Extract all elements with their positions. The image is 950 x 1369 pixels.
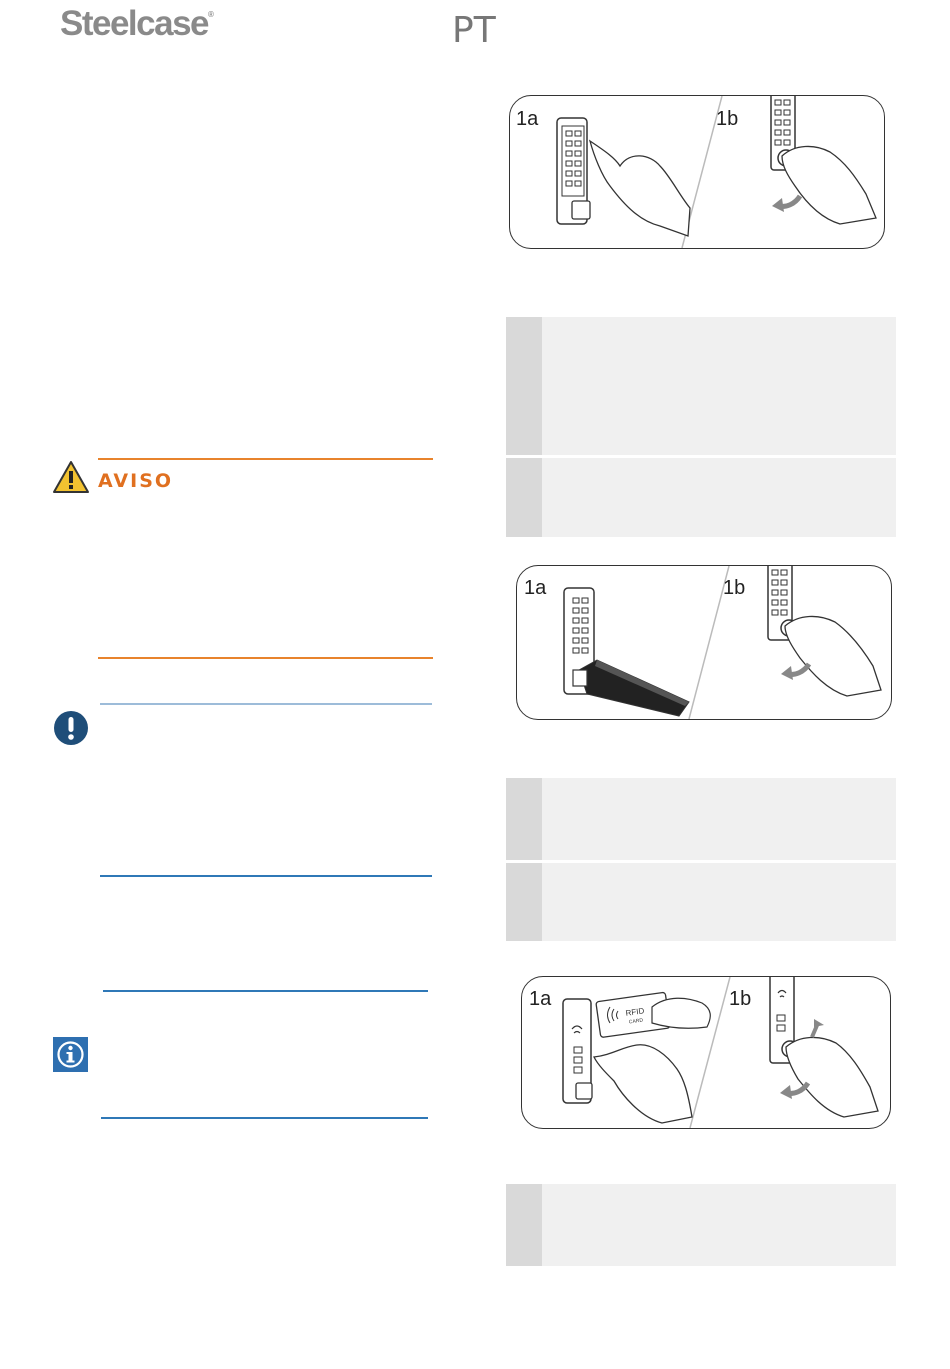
figure-rfid-card	[521, 976, 891, 1129]
figure-usb-key	[516, 565, 892, 720]
brand-name: Steelcase	[60, 4, 209, 43]
figure-1-step-b: 1b	[716, 108, 739, 130]
step-number-cell	[506, 458, 542, 537]
rfid-card-label: RFID	[625, 1006, 645, 1018]
important-bottom-rule	[100, 875, 432, 877]
step-number-cell	[506, 863, 542, 941]
registered-mark: ®	[208, 10, 214, 19]
warning-bottom-rule	[98, 657, 433, 659]
info-icon	[53, 1037, 88, 1077]
hand-hold-card-icon	[652, 998, 710, 1028]
warning-top-rule	[98, 458, 433, 460]
rfid-card-sublabel: CARD	[628, 1017, 644, 1026]
figure-1-step-a: 1a	[516, 108, 539, 130]
step-number-cell	[506, 778, 542, 860]
figure-2-step-b: 1b	[723, 577, 746, 599]
row-divider	[506, 455, 896, 458]
instruction-table-2	[506, 778, 896, 941]
warning-title: AVISO	[98, 470, 174, 492]
hand-turn-icon	[786, 1037, 878, 1117]
instruction-table-3	[506, 1184, 896, 1266]
warning-triangle-icon	[52, 460, 90, 499]
hand-turn-icon	[782, 146, 876, 224]
brand-logo	[60, 4, 214, 44]
figure-keypad	[509, 95, 885, 249]
figure-2-step-a: 1a	[524, 577, 547, 599]
figure-3-step-b: 1b	[729, 988, 752, 1010]
figure-3-step-a: 1a	[529, 988, 552, 1010]
hand-turn-icon	[785, 616, 881, 696]
language-code: PT	[452, 10, 496, 51]
hand-press-icon	[590, 141, 690, 236]
instruction-table-1	[506, 317, 896, 537]
rfid-lock-icon	[563, 999, 592, 1103]
step-number-cell	[506, 1184, 542, 1266]
keypad-lock-icon	[557, 118, 590, 224]
section-rule	[103, 990, 428, 992]
exclamation-circle-icon	[53, 710, 89, 751]
row-divider	[506, 860, 896, 863]
step-number-cell	[506, 317, 542, 455]
important-top-rule	[100, 703, 432, 705]
info-bottom-rule	[101, 1117, 428, 1119]
hand-press-icon	[594, 1045, 692, 1123]
usb-key-icon	[573, 660, 689, 716]
